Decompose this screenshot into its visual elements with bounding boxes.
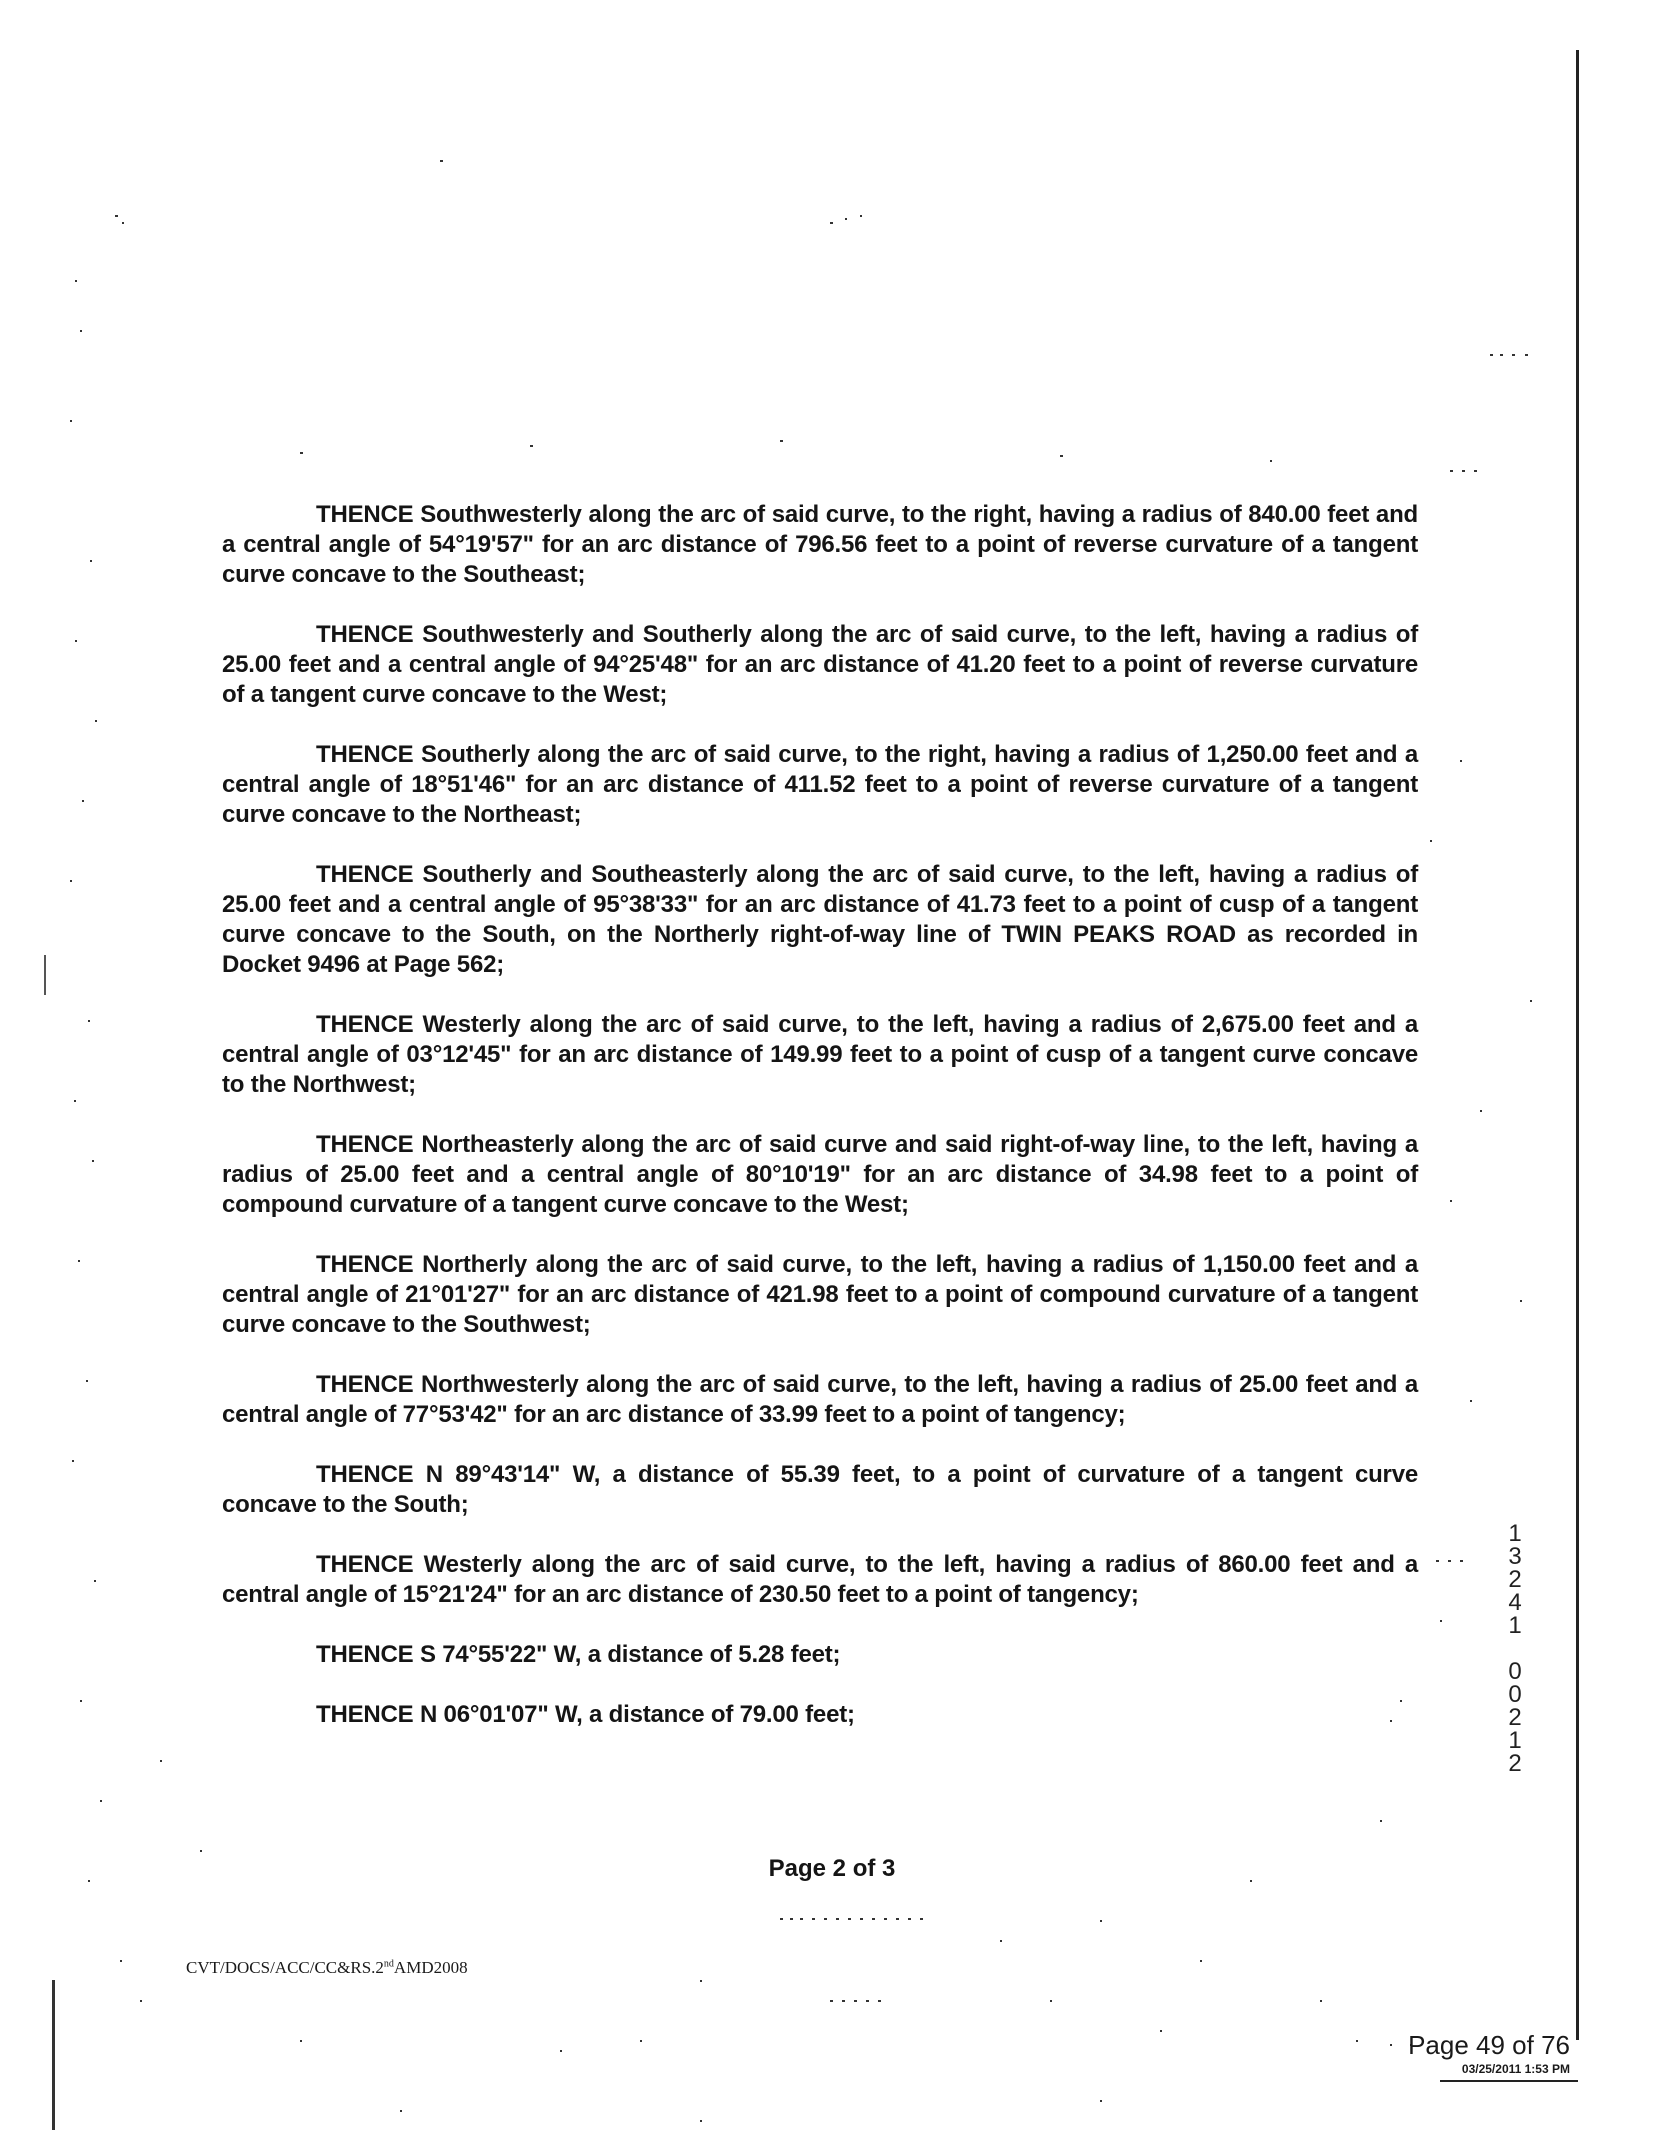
footer-ref-superscript: nd (383, 1958, 394, 1970)
paragraph: THENCE Northeasterly along the arc of said curve and said right-of-way line, to the left, having a radius of 25.00 feet and a central angle of 80°10'19" for an arc distance of 34.98 feet to a point of compound curvature of a tangent curve concave to the West; (222, 1131, 1418, 1218)
page-number: Page 2 of 3 (768, 1855, 896, 1882)
paragraph: THENCE Westerly along the arc of said curve, to the left, having a radius of 2,675.00 feet and a central angle of 03°12'45" for an arc distance of 149.99 feet to a point of cusp of a tangent curve concave to the Northwest; (222, 1011, 1418, 1098)
paragraph: THENCE Southerly along the arc of said curve, to the right, having a radius of 1,250.00 feet and a central angle of 18°51'46" for an arc distance of 411.52 feet to a point of reverse curvature of a tangent curve concave to the Northeast; (222, 741, 1418, 828)
paragraph: THENCE Westerly along the arc of said curve, to the left, having a radius of 860.00 feet and a central angle of 15°21'24" for an arc distance of 230.50 feet to a point of tangency; (222, 1551, 1418, 1608)
recording-datetime-stamp: 03/25/2011 1:53 PM (1461, 2062, 1570, 2076)
paragraph: THENCE Southwesterly along the arc of said curve, to the right, having a radius of 840.00 feet and a central angle of 54°19'57" for an arc distance of 796.56 feet to a point of reverse curvature of a tangent curve concave to the Southeast; (222, 501, 1418, 588)
recording-page-stamp: Page 49 of 76 (1408, 2030, 1570, 2060)
legal-description-body (222, 500, 1418, 1760)
footer-ref-prefix: CVT/DOCS/ACC/CC&RS.2 (186, 1958, 384, 1977)
paragraph: THENCE Southwesterly and Southerly along the arc of said curve, to the left, having a radius of 25.00 feet and a central angle of 94°25'48" for an arc distance of 41.20 feet to a point of reverse curvature of a tangent curve concave to the West; (222, 621, 1418, 708)
footer-document-reference (186, 1958, 468, 1978)
paragraph: THENCE N 06°01'07" W, a distance of 79.00 feet; (316, 1701, 855, 1728)
scan-edge-mark (44, 955, 46, 995)
stamp-underline (1440, 2080, 1578, 2082)
docket-number: 1 3 2 4 1 0 0 2 1 2 (1508, 1520, 1522, 1777)
paragraph: THENCE N 89°43'14" W, a distance of 55.39 feet, to a point of curvature of a tangent curve concave to the South; (222, 1461, 1418, 1518)
paragraph: THENCE Northerly along the arc of said curve, to the left, having a radius of 1,150.00 feet and a central angle of 21°01'27" for an arc distance of 421.98 feet to a point of compound curvature of a tangent curve concave to the Southwest; (222, 1251, 1418, 1338)
paragraph: THENCE S 74°55'22" W, a distance of 5.28 feet; (316, 1641, 841, 1668)
paragraph: THENCE Southerly and Southeasterly along the arc of said curve, to the left, having a radius of 25.00 feet and a central angle of 95°38'33" for an arc distance of 41.73 feet to a point of cusp of a tangent curve concave to the South, on the Northerly right-of-way line of TWIN PEAKS ROAD as recorded in Docket 9496 at Page 562; (222, 861, 1418, 978)
scan-edge-left (52, 1980, 55, 2130)
scan-edge-right (1576, 50, 1579, 2040)
paragraph: THENCE Northwesterly along the arc of said curve, to the left, having a radius of 25.00 feet and a central angle of 77°53'42" for an arc distance of 33.99 feet to a point of tangency; (222, 1371, 1418, 1428)
footer-ref-suffix: AMD2008 (393, 1958, 468, 1977)
